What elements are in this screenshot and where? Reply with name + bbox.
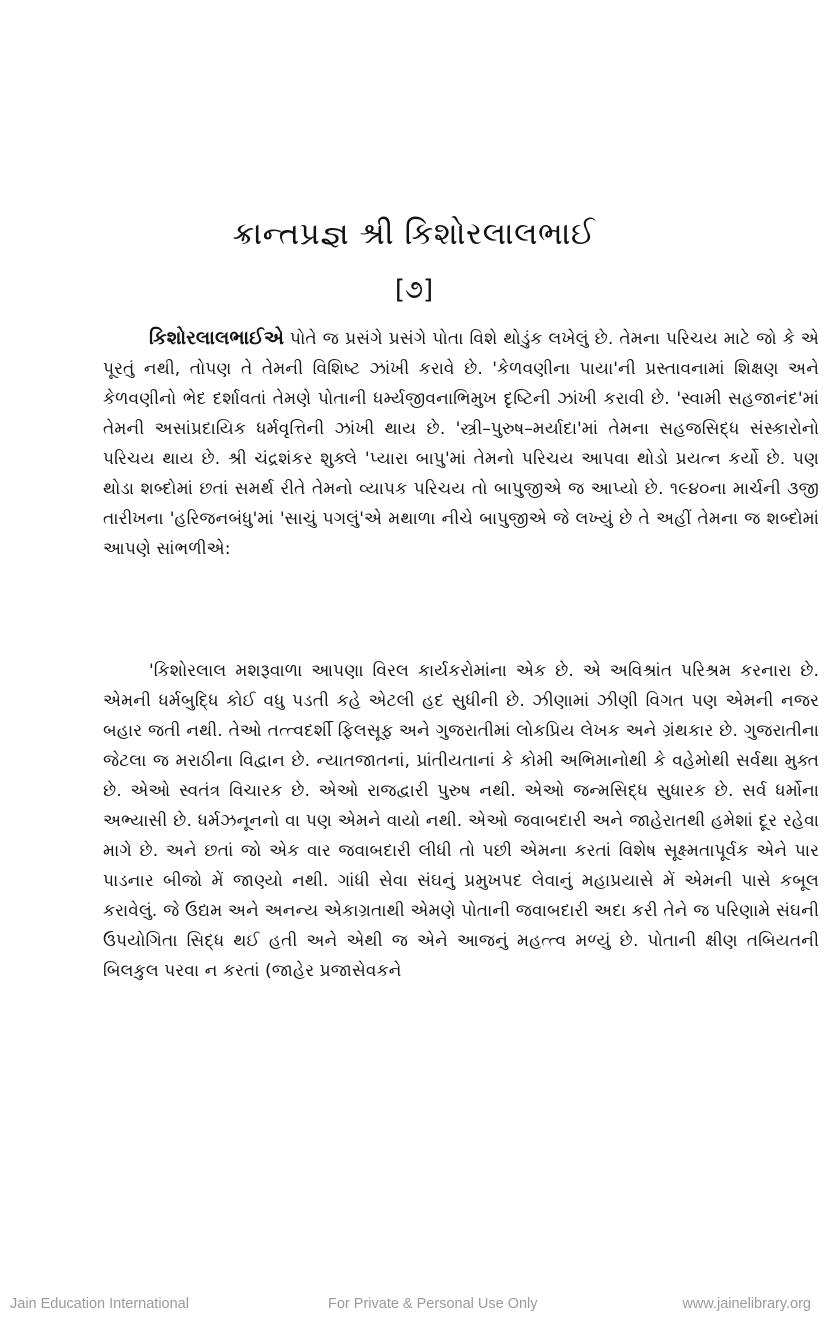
footer-usage-notice: For Private & Personal Use Only [328, 1296, 538, 1312]
footer-website-link[interactable]: www.jainelibrary.org [682, 1296, 811, 1312]
chapter-number: [૭] [394, 275, 434, 305]
paragraph-body: 'કિશોરલાલ મશરૂવાળા આપણા વિરલ કાર્યકરોમાંના એક છે. એ અવિશ્રાંત પરિશ્રમ કરનારા છે. એમની ધર્મબુદ્ધિ કોઈ વધુ પડતી કહે એટલી હદ સુધીની છે. ઝીણામાં ઝીણી વિગત પણ એમની નજર બહાર જતી નથી. તેઓ તત્ત્વદર્શી ફિલસૂફ અને ગુજરાતીમાં લોકપ્રિય લેખક અને ગ્રંથકાર છે. ગુજરાતીના જેટલા જ મરાઠીના વિદ્વાન છે. ન્યાતજાતનાં, પ્રાંતીયતાનાં કે કોમી અભિમાનોથી કે વહેમોથી સર્વથા મુક્ત છે. એઓ સ્વતંત્ર વિચારક છે. એઓ રાજદ્વારી પુરુષ નથી. એઓ જન્મસિદ્ધ સુધારક છે. સર્વ ધર્મોના અભ્યાસી છે. ધર્મઝનૂનનો વા પણ એમને વાયો નથી. એઓ જવાબદારી અને જાહેરાતથી હમેશાં દૂર રહેવા માગે છે. અને છતાં જો એક વાર જવાબદારી લીધી તો પછી એમના કરતાં વિશેષ સૂક્ષ્મતાપૂર્વક એને પાર પાડનાર બીજો મેં જાણ્યો નથી. ગાંધી સેવા સંઘનું પ્રમુખપદ લેવાનું મહાપ્રયાસે મેં એમની પાસે કબૂલ કરાવેલું. જે ઉદ્યમ અને અનન્ય એકાગ્રતાથી એમણે પોતાની જવાબદારી અદા કરી તેને જ પરિણામે સંઘની ઉપયોગિતા સિદ્ધ થઈ હતી અને એથી જ એને આજનું મહત્ત્વ મળ્યું છે. પોતાની ક્ષીણ તબિયતની બિલકુલ પરવા ન કરતાં (જાહેર પ્રજાસેવકને [103, 661, 819, 981]
chapter-title: ક્રાન્તપ્રજ્ઞ શ્રી કિશોરલાલભાઈ [232, 216, 596, 252]
paragraph-intro [103, 323, 819, 564]
paragraph-quote [103, 656, 819, 986]
paragraph-lead-name: કિશોરલાલભાઈએ [149, 327, 284, 349]
paragraph-text [103, 656, 819, 986]
footer [0, 1296, 828, 1320]
footer-publisher: Jain Education International [10, 1296, 189, 1312]
paragraph-text [103, 323, 819, 564]
paragraph-body: પોતે જ પ્રસંગે પ્રસંગે પોતા વિશે થોડુંક લખેલું છે. તેમના પરિચય માટે જો કે એ પૂરતું નથી, તોપણ તે તેમની વિશિષ્ટ ઝાંખી કરાવે છે. 'કેળવણીના પાયા'ની પ્રસ્તાવનામાં શિક્ષણ અને કેળવણીનો ભેદ દર્શાવતાં તેમણે પોતાની ધર્મ્યજીવનાભિમુખ દૃષ્ટિની ઝાંખી કરાવી છે. 'સ્વામી સહજાનંદ'માં તેમની અસાંપ્રદાયિક ધર્મવૃત્તિની ઝાંખી થાય છે. 'સ્ત્રી–પુરુષ–મર્યાદા'માં તેમના સહજસિદ્ધ સંસ્કારોનો પરિચય થાય છે. શ્રી ચંદ્રશંકર શુક્લે 'પ્યારા બાપુ'માં તેમનો પરિચય આપવા થોડો પ્રયત્ન કર્યો છે. પણ થોડા શબ્દોમાં છતાં સમર્થ રીતે તેમનો વ્યાપક પરિચય તો બાપુજીએ જ આપ્યો છે. ૧૯૪૦ના માર્ચની ૩જી તારીખના 'હરિજનબંધુ'માં 'સાચું પગલું'એ મથાળા નીચે બાપુજીએ જે લખ્યું છે તે અહીં તેમના જ શબ્દોમાં આપણે સાંભળીએ: [103, 329, 819, 559]
